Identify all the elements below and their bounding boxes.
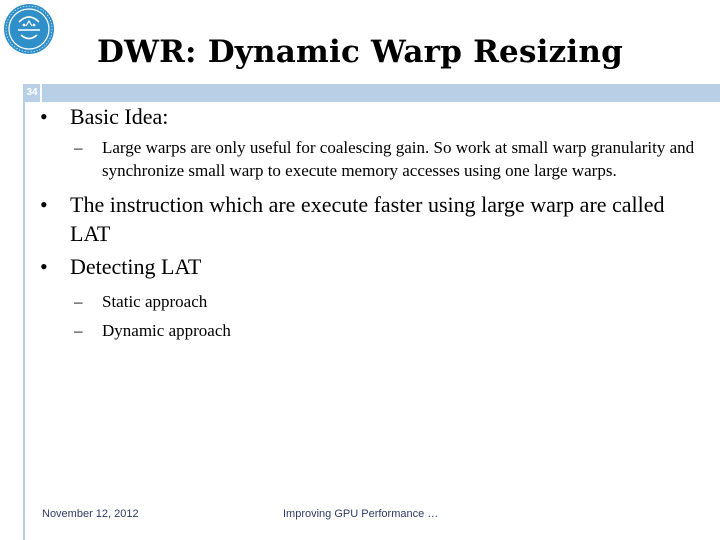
sub-bullet-static: – Static approach <box>74 292 208 311</box>
title-accent-bar <box>24 84 720 102</box>
bullet-text: The instruction which are execute faster using large warp are called LAT <box>70 192 665 246</box>
bullet-basic-idea: • Basic Idea: <box>40 104 169 129</box>
bullet-text: Basic Idea: <box>70 104 169 129</box>
left-accent-line <box>23 84 25 540</box>
slide-number: 34 <box>24 84 42 102</box>
bullet-text: Detecting LAT <box>70 254 202 279</box>
slide-title: DWR: Dynamic Warp Resizing <box>97 34 623 70</box>
footer-subject: Improving GPU Performance … <box>283 508 439 520</box>
slide-content <box>40 102 700 345</box>
bullet-lat-definition: • The instruction which are execute faster using large warp are called LAT <box>40 192 665 246</box>
bullet-detecting-lat: • Detecting LAT <box>40 254 202 279</box>
sub-bullet-dynamic: – Dynamic approach <box>74 321 231 340</box>
sub-bullet-text: Large warps are only useful for coalescing gain. So work at small warp granularity and synchronize small warp to execute memory accesses using one large warps. <box>102 138 695 180</box>
sub-bullet-large-warps: – Large warps are only useful for coalescing gain. So work at small warp granularity and synchronize small warp to execute memory accesses using one large warps. <box>74 138 695 180</box>
sub-bullet-text: Static approach <box>102 292 208 311</box>
sub-bullet-text: Dynamic approach <box>102 321 231 340</box>
footer-date: November 12, 2012 <box>42 508 139 520</box>
